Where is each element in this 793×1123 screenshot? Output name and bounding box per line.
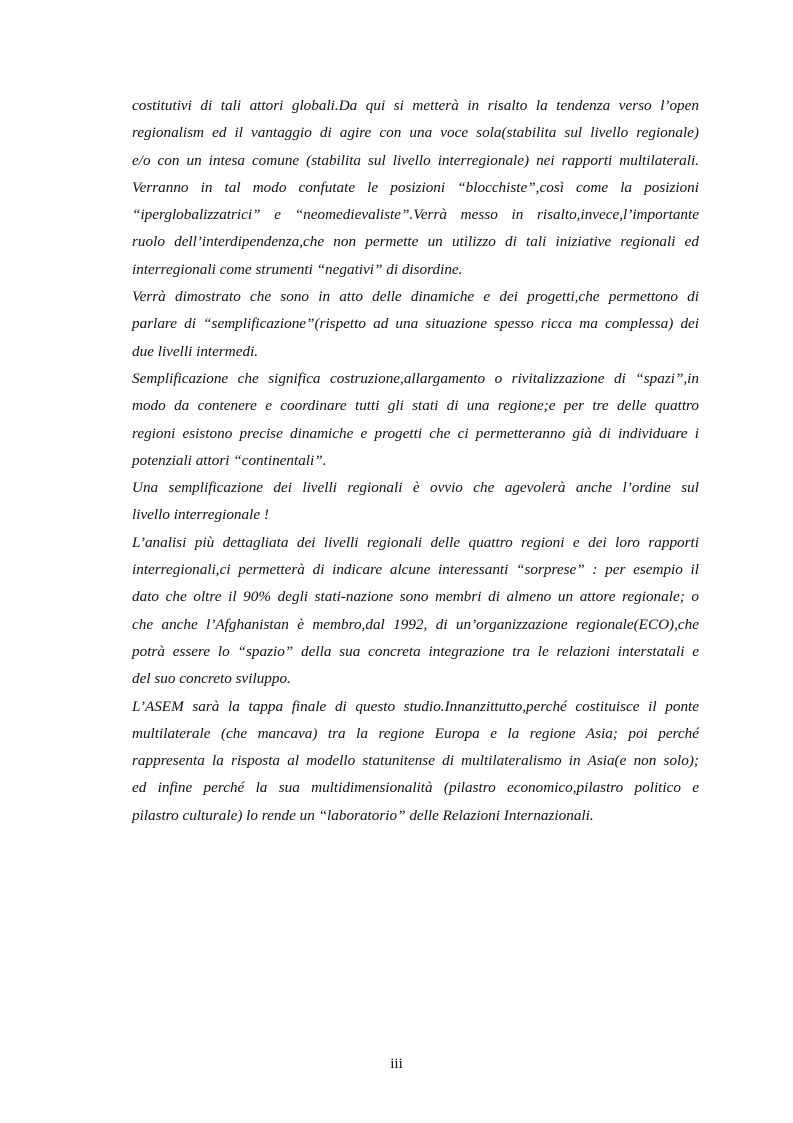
text-line: interregionali,ci permetterà di indicare alcune interessanti “sorprese” : per esempio il	[132, 561, 699, 579]
text-line: Verrà dimostrato che sono in atto delle dinamiche e dei progetti,che permettono di	[132, 288, 699, 306]
text-line: potenziali attori “continentali”.	[132, 451, 327, 469]
paragraph	[132, 365, 699, 474]
body-text	[132, 92, 699, 829]
text-line: costitutivi di tali attori globali.Da qui si metterà in risalto la tendenza verso l’open	[132, 97, 699, 114]
text-line: due livelli intermedi.	[132, 342, 259, 360]
text-line: modo da contenere e coordinare tutti gli stati di una regione;e per tre delle quattro	[132, 397, 699, 415]
text-line: dato che oltre il 90% degli stati-nazione sono membri di almeno un attore regionale; o	[132, 588, 699, 606]
paragraph	[132, 283, 699, 365]
text-line: “iperglobalizzatrici” e “neomedievaliste”.Verrà messo in risalto,invece,l’importante	[132, 206, 699, 224]
text-line: ed infine perché la sua multidimensionalità (pilastro economico,pilastro politico e	[132, 779, 699, 797]
text-line: regionalism ed il vantaggio di agire con una voce sola(stabilita sul livello regionale)	[132, 124, 699, 142]
text-line: regioni esistono precise dinamiche e progetti che ci permetteranno già di individuare i	[132, 424, 699, 442]
text-line: ruolo dell’interdipendenza,che non permette un utilizzo di tali iniziative regionali ed	[132, 233, 699, 251]
page-number: iii	[390, 1056, 403, 1072]
text-line: che anche l’Afghanistan è membro,dal 1992, di un’organizzazione regionale(ECO),che	[132, 615, 699, 633]
text-line: pilastro culturale) lo rende un “laboratorio” delle Relazioni Internazionali.	[132, 806, 594, 824]
text-line: potrà essere lo “spazio” della sua concreta integrazione tra le relazioni interstatali e	[132, 642, 699, 660]
paragraph	[132, 693, 699, 829]
text-line: rappresenta la risposta al modello statunitense di multilateralismo in Asia(e non solo);	[132, 752, 699, 770]
text-line: livello interregionale !	[132, 506, 269, 524]
text-line: interregionali come strumenti “negativi” di disordine.	[132, 260, 463, 278]
text-line: L’ASEM sarà la tappa finale di questo studio.Innanzittutto,perché costituisce il ponte	[132, 697, 699, 715]
paragraph	[132, 529, 699, 693]
text-line: del suo concreto sviluppo.	[132, 670, 291, 688]
paragraph	[132, 92, 699, 283]
paragraph	[132, 474, 699, 529]
text-line: multilaterale (che mancava) tra la regione Europa e la regione Asia; poi perché	[132, 724, 699, 742]
text-line: Una semplificazione dei livelli regionali è ovvio che agevolerà anche l’ordine sul	[132, 479, 699, 497]
text-line: Semplificazione che significa costruzione,allargamento o rivitalizzazione di “spazi”,in	[132, 369, 699, 387]
text-line: e/o con un intesa comune (stabilita sul livello interregionale) nei rapporti multilaterali.	[132, 151, 699, 169]
text-line: parlare di “semplificazione”(rispetto ad una situazione spesso ricca ma complessa) dei	[132, 315, 699, 333]
text-line: Verranno in tal modo confutate le posizioni “blocchiste”,così come la posizioni	[132, 178, 699, 196]
text-line: L’analisi più dettagliata dei livelli regionali delle quattro regioni e dei loro rapporti	[132, 533, 699, 551]
